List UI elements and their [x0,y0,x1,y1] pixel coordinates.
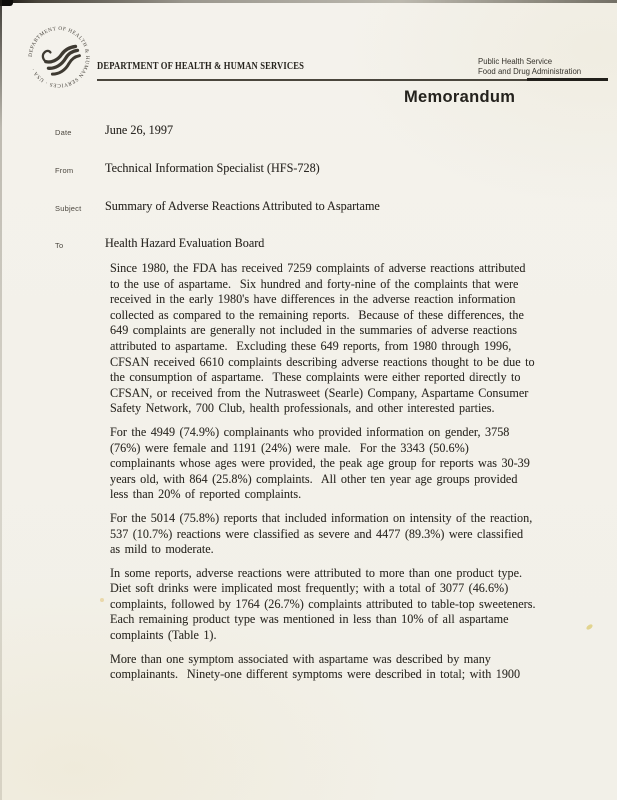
seal-ring-text: DEPARTMENT OF HEALTH & HUMAN SERVICES · USA · [27,25,91,89]
text-line: as mild to moderate. [110,542,214,557]
text-line: 649 complaints are generally not included in the summaries of adverse reactions [110,323,517,338]
fda-line: Food and Drug Administration [478,66,582,76]
text-line: Diet soft drinks were implicated most frequently; with a total of 3077 (46.6%) [110,581,509,596]
field-value-subject: Summary of Adverse Reactions Attributed to Aspartame [105,199,380,213]
text-line: received in the early 1980's have differences in the adverse reaction information [110,292,516,307]
text-line: 537 (10.7%) reactions were classified as severe and 4477 (89.3%) were classified [110,526,524,541]
text-line: to the use of aspartame. Six hundred and forty-nine of the complaints that were [110,276,519,291]
paragraph [110,652,592,683]
text-line: complainants. Ninety-one different symptoms were described in total; with 1900 [110,667,521,682]
agency-name: DEPARTMENT OF HEALTH & HUMAN SERVICES [97,60,305,72]
text-line: the consumption of aspartame. These complaints were either reported directly to [110,370,521,385]
text-line: Each remaining product type was mentioned in less than 10% of all aspartame [110,612,509,627]
text-line: collected as compared to the remaining reports. Because of these differences, the [110,307,524,322]
paragraph [110,261,592,417]
memorandum-title: Memorandum [404,88,516,106]
text-line: Since 1980, the FDA has received 7259 complaints of adverse reactions attributed [110,261,526,275]
service-lines [478,57,581,76]
public-health-service-line: Public Health Service [478,57,553,66]
text-line: CFSAN, or received from the Nutrasweet (Searle) Company, Aspartame Consumer [110,385,529,400]
text-line: (76%) were female and 1191 (24%) were male. For the 3343 (50.6%) [110,440,469,455]
field-label-to: To [55,241,64,250]
hhs-seal-logo [26,24,92,90]
field-label-subject: Subject [55,204,82,213]
paragraph [110,511,592,558]
text-line: For the 5014 (75.8%) reports that included information on intensity of the reaction, [110,510,533,525]
text-line: More than one symptom associated with aspartame was described by many [110,651,491,666]
scan-edge-top [0,0,617,3]
text-line: Safety Network, 700 Club, health professionals, and other interested parties. [110,401,495,416]
paragraph [110,425,592,503]
memo-body [110,261,592,691]
text-line: less than 20% of reported complaints. [110,487,302,502]
paragraph [110,566,592,644]
eagle-icon [43,46,80,74]
text-line: complaints (Table 1). [110,628,217,643]
field-label-date: Date [55,128,72,137]
field-label-from: From [55,166,74,175]
field-value-date: June 26, 1997 [105,123,174,137]
text-line: For the 4949 (74.9%) complainants who provided information on gender, 3758 [110,424,510,439]
header-rule-thick-segment [527,78,608,81]
text-line: attributed to aspartame. Excluding these 649 reports, from 1980 through 1996, [110,338,512,353]
scan-speck [100,598,104,602]
text-line: CFSAN received 6610 complaints describing adverse reactions thought to be due to [110,354,535,369]
hhs-seal-svg [26,24,92,90]
text-line: In some reports, adverse reactions were attributed to more than one product type. [110,565,523,580]
field-value-to: Health Hazard Evaluation Board [105,236,265,250]
scan-edge-left [0,0,2,800]
field-value-from: Technical Information Specialist (HFS-728) [105,161,320,175]
text-line: complaints, followed by 1764 (26.7%) complaints attributed to table-top sweeteners. [110,596,536,611]
text-line: complainants whose ages were provided, the peak age group for reports was 30-39 [110,456,530,471]
text-line: years old, with 864 (25.8%) complaints. All other ten year age groups provided [110,471,518,486]
